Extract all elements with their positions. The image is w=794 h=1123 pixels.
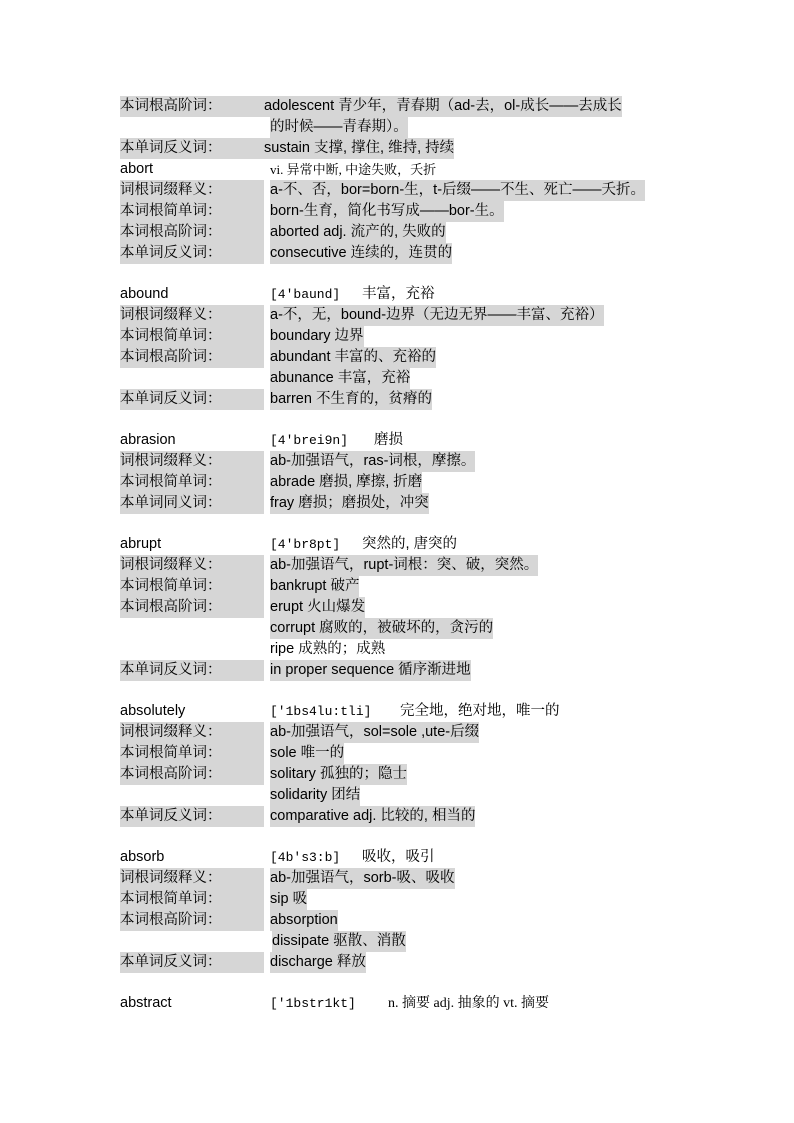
row-label: 词根词缀释义： xyxy=(120,555,264,576)
definition: vi. 异常中断, 中途失败，夭折 xyxy=(270,162,437,177)
row-label: 本单词反义词： xyxy=(120,243,264,264)
row-content: boundary 边界 xyxy=(270,326,364,347)
row-content: aborted adj. 流产的, 失败的 xyxy=(270,222,446,243)
row-content: ripe 成熟的；成熟 xyxy=(270,641,386,657)
row-content: abundant 丰富的、充裕的 xyxy=(270,347,436,368)
row-label: 本词根高阶词： xyxy=(120,910,264,931)
pronunciation: [4b's3:b] xyxy=(270,850,341,865)
row-label: 本单词反义词： xyxy=(120,138,264,159)
pronunciation: ['1bstr1kt] xyxy=(270,996,356,1011)
row-content: solidarity 团结 xyxy=(270,785,360,806)
row-content: abunance 丰富，充裕 xyxy=(270,368,410,389)
row-content: ab-加强语气，sol=sole ,ute-后缀 xyxy=(270,722,479,743)
row-label: 词根词缀释义： xyxy=(120,305,264,326)
row-content: sustain 支撑, 撑住, 维持, 持续 xyxy=(264,138,454,159)
headword: abound xyxy=(120,286,169,302)
row-content: corrupt 腐败的，被破坏的，贪污的 xyxy=(270,618,493,639)
row-content: born-生育，简化书写成——bor-生。 xyxy=(270,201,504,222)
row-content: a-不、否，bor=born-生，t-后缀——不生、死亡——夭折。 xyxy=(270,180,645,201)
row-content: barren 不生育的，贫瘠的 xyxy=(270,389,432,410)
row-label: 本词根简单词： xyxy=(120,743,264,764)
pronunciation: [4'br8pt] xyxy=(270,537,341,552)
definition: 磨损 xyxy=(374,432,403,448)
row-label: 本单词反义词： xyxy=(120,389,264,410)
row-label: 本词根高阶词： xyxy=(120,764,264,785)
row-label: 词根词缀释义： xyxy=(120,180,264,201)
pronunciation: [4'brei9n] xyxy=(270,433,349,448)
row-content: sip 吸 xyxy=(270,889,307,910)
row-content: in proper sequence 循序渐进地 xyxy=(270,660,471,681)
headword: absorb xyxy=(120,849,165,865)
definition: n. 摘要 adj. 抽象的 vt. 摘要 xyxy=(388,996,549,1011)
row-content: absorption xyxy=(270,910,338,931)
row-content: dissipate 驱散、消散 xyxy=(272,931,406,952)
headword: absolutely xyxy=(120,703,186,719)
row-content: 的时候——青春期）。 xyxy=(270,117,408,138)
row-label: 本词根高阶词： xyxy=(120,597,264,618)
row-label: 词根词缀释义： xyxy=(120,451,264,472)
row-content: fray 磨损；磨损处，冲突 xyxy=(270,493,429,514)
headword: abrupt xyxy=(120,536,162,552)
row-content: erupt 火山爆发 xyxy=(270,597,365,618)
row-label: 词根词缀释义： xyxy=(120,868,264,889)
row-label: 本单词同义词： xyxy=(120,493,264,514)
headword: abrasion xyxy=(120,432,176,448)
row-label: 词根词缀释义： xyxy=(120,722,264,743)
row-label: 本词根简单词： xyxy=(120,326,264,347)
row-label: 本词根简单词： xyxy=(120,576,264,597)
headword: abstract xyxy=(120,995,172,1011)
pronunciation: [4'baund] xyxy=(270,287,341,302)
row-content: sole 唯一的 xyxy=(270,743,344,764)
row-content: comparative adj. 比较的, 相当的 xyxy=(270,806,475,827)
row-label: 本词根高阶词： xyxy=(120,347,264,368)
definition: 丰富，充裕 xyxy=(362,286,435,302)
row-label: 本单词反义词： xyxy=(120,806,264,827)
row-label: 本词根高阶词： xyxy=(120,222,264,243)
definition: 突然的, 唐突的 xyxy=(362,536,458,552)
row-content: solitary 孤独的；隐士 xyxy=(270,764,407,785)
row-content: ab-加强语气，rupt-词根：突、破，突然。 xyxy=(270,555,538,576)
definition: 完全地，绝对地，唯一的 xyxy=(400,703,560,719)
definition: 吸收，吸引 xyxy=(362,849,435,865)
row-label: 本词根简单词： xyxy=(120,472,264,493)
row-content: adolescent 青少年，青春期（ad-去，ol-成长——去成长 xyxy=(264,96,622,117)
row-content: bankrupt 破产 xyxy=(270,576,359,597)
row-content: discharge 释放 xyxy=(270,952,366,973)
pronunciation: ['1bs4lu:tli] xyxy=(270,704,372,719)
row-content: abrade 磨损, 摩擦, 折磨 xyxy=(270,472,422,493)
row-label: 本词根高阶词： xyxy=(120,96,264,117)
row-content: consecutive 连续的，连贯的 xyxy=(270,243,452,264)
row-label: 本词根简单词： xyxy=(120,201,264,222)
row-content: ab-加强语气，ras-词根，摩擦。 xyxy=(270,451,475,472)
row-label: 本词根简单词： xyxy=(120,889,264,910)
row-content: a-不，无，bound-边界（无边无界——丰富、充裕） xyxy=(270,305,604,326)
row-label: 本单词反义词： xyxy=(120,952,264,973)
headword: abort xyxy=(120,161,154,177)
row-label: 本单词反义词： xyxy=(120,660,264,681)
row-content: ab-加强语气，sorb-吸、吸收 xyxy=(270,868,455,889)
